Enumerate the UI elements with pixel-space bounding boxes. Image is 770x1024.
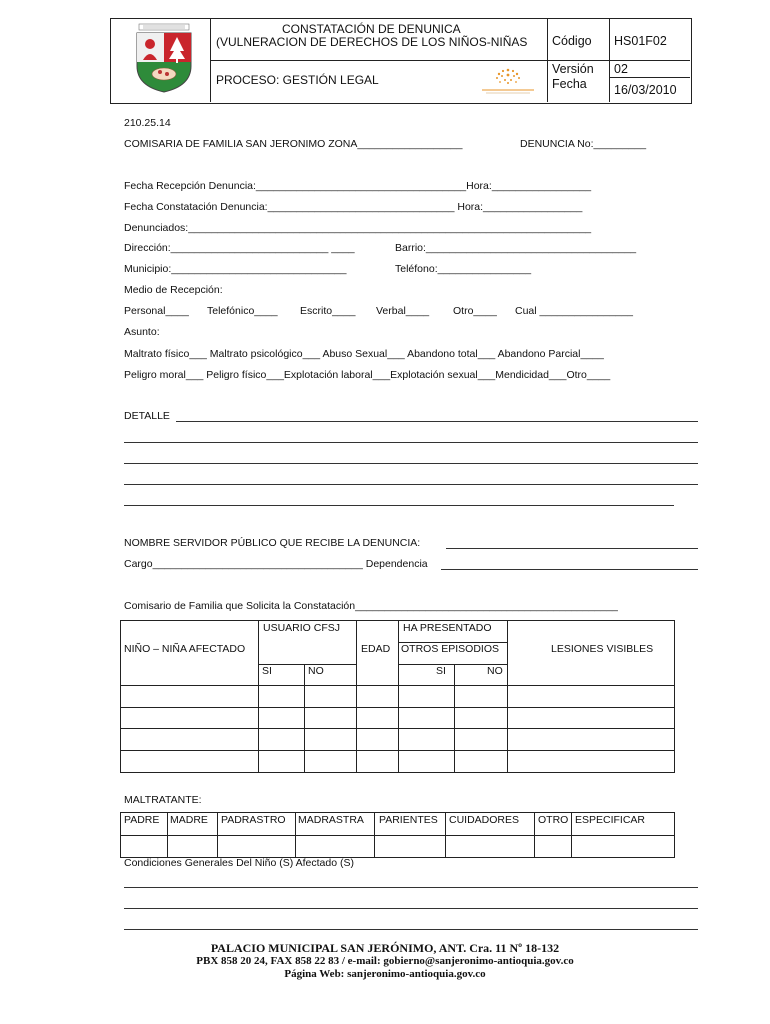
condiciones-label: Condiciones Generales Del Niño (S) Afectado (S) (124, 857, 354, 869)
version-value: 02 (614, 62, 628, 76)
codigo-value: HS01F02 (614, 34, 667, 48)
episodios-no: NO (487, 665, 503, 677)
col-edad: EDAD (361, 643, 391, 655)
comisario-field[interactable]: Comisario de Familia que Solicita la Constatación_____________________________________________ (124, 600, 618, 612)
header-title-line1: CONSTATACIÓN DE DENUNICA (282, 22, 461, 36)
detalle-line-5[interactable] (124, 505, 674, 506)
servidor-label: NOMBRE SERVIDOR PÚBLICO QUE RECIBE LA DENUNCIA: (124, 537, 421, 549)
asunto-label: Asunto: (124, 326, 160, 338)
sun-logo-icon (478, 66, 538, 98)
version-fecha-divider (609, 77, 690, 78)
form-reference: 210.25.14 (124, 117, 171, 129)
condiciones-line-1[interactable] (124, 887, 698, 888)
medio-recepcion-label: Medio de Recepción: (124, 284, 223, 296)
denuncia-no-field[interactable]: DENUNCIA No:_________ (520, 138, 647, 150)
barrio-field[interactable]: Barrio:____________________________________ (395, 242, 637, 254)
maltratante-cuidadores: CUIDADORES (449, 814, 520, 826)
version-label: Versión (552, 62, 594, 76)
denunciados-field[interactable]: Denunciados:_____________________________________________________________________ (124, 222, 592, 234)
direccion-field[interactable]: Dirección:___________________________ ____ (124, 242, 355, 254)
asunto-options-line2[interactable]: Peligro moral___ Peligro físico___Explotación laboral___Explotación sexual___Mendicidad___Otro____ (124, 369, 611, 381)
shield-logo-icon (133, 22, 195, 94)
medio-otro-option[interactable]: Otro____ (453, 305, 497, 317)
municipio-field[interactable]: Municipio:______________________________ (124, 263, 347, 275)
asunto-options-line1[interactable]: Maltrato físico___ Maltrato psicológico___ Abuso Sexual___ Abandono total___ Abandono Parcial____ (124, 348, 604, 360)
maltratante-label: MALTRATANTE: (124, 794, 202, 806)
medio-verbal-option[interactable]: Verbal____ (376, 305, 430, 317)
process-label: PROCESO: GESTIÓN LEGAL (216, 73, 379, 87)
medio-cual-field[interactable]: Cual ________________ (515, 305, 633, 317)
maltratante-padrastro: PADRASTRO (221, 814, 286, 826)
col-lesiones-visibles: LESIONES VISIBLES (551, 643, 654, 655)
detalle-line-1[interactable] (176, 421, 698, 422)
header-divider-h (210, 60, 690, 61)
detalle-line-2[interactable] (124, 442, 698, 443)
condiciones-line-2[interactable] (124, 908, 698, 909)
col-usuario-cfsj: USUARIO CFSJ (263, 622, 341, 634)
detalle-line-4[interactable] (124, 484, 698, 485)
col-nino-afectado: NIÑO – NIÑA AFECTADO (124, 643, 246, 655)
comisaria-zona-field[interactable]: COMISARIA DE FAMILIA SAN JERONIMO ZONA__________________ (124, 138, 463, 150)
fecha-constatacion-field[interactable]: Fecha Constatación Denuncia:________________________________ Hora:_________________ (124, 201, 583, 213)
usuario-si: SI (262, 665, 272, 677)
maltratante-madrastra: MADRASTRA (298, 814, 364, 826)
cargo-dependencia-label: Cargo____________________________________ Dependencia (124, 558, 428, 570)
fecha-recepcion-field[interactable]: Fecha Recepción Denuncia:____________________________________Hora:_________________ (124, 180, 592, 192)
medio-escrito-option[interactable]: Escrito____ (300, 305, 356, 317)
telefono-field[interactable]: Teléfono:________________ (395, 263, 532, 275)
detalle-line-3[interactable] (124, 463, 698, 464)
medio-personal-option[interactable]: Personal____ (124, 305, 189, 317)
dependencia-line[interactable] (441, 569, 698, 570)
fecha-label: Fecha (552, 77, 587, 91)
episodios-si: SI (436, 665, 446, 677)
codigo-label: Código (552, 34, 592, 48)
footer-website: Página Web: sanjeronimo-antioquia.gov.co (284, 968, 486, 980)
col-ha-presentado: HA PRESENTADO (403, 622, 492, 634)
fecha-value: 16/03/2010 (614, 83, 677, 97)
footer-address: PALACIO MUNICIPAL SAN JERÓNIMO, ANT. Cra. 11 Nº 18-132 (210, 941, 560, 955)
detalle-label: DETALLE (124, 410, 170, 422)
header-title-line2: (VULNERACION DE DERECHOS DE LOS NIÑOS-NIÑAS (216, 35, 528, 49)
medio-telefonico-option[interactable]: Telefónico____ (207, 305, 278, 317)
col-otros-episodios: OTROS EPISODIOS (401, 643, 500, 655)
maltratante-parientes: PARIENTES (379, 814, 438, 826)
maltratante-especificar: ESPECIFICAR (575, 814, 646, 826)
footer-contact: PBX 858 20 24, FAX 858 22 83 / e-mail: gobierno@sanjeronimo-antioquia.gov.co (196, 955, 574, 967)
servidor-line[interactable] (446, 548, 698, 549)
condiciones-line-3[interactable] (124, 929, 698, 930)
maltratante-padre: PADRE (124, 814, 160, 826)
maltratante-madre: MADRE (170, 814, 208, 826)
usuario-no: NO (308, 665, 324, 677)
maltratante-otro: OTRO (538, 814, 569, 826)
